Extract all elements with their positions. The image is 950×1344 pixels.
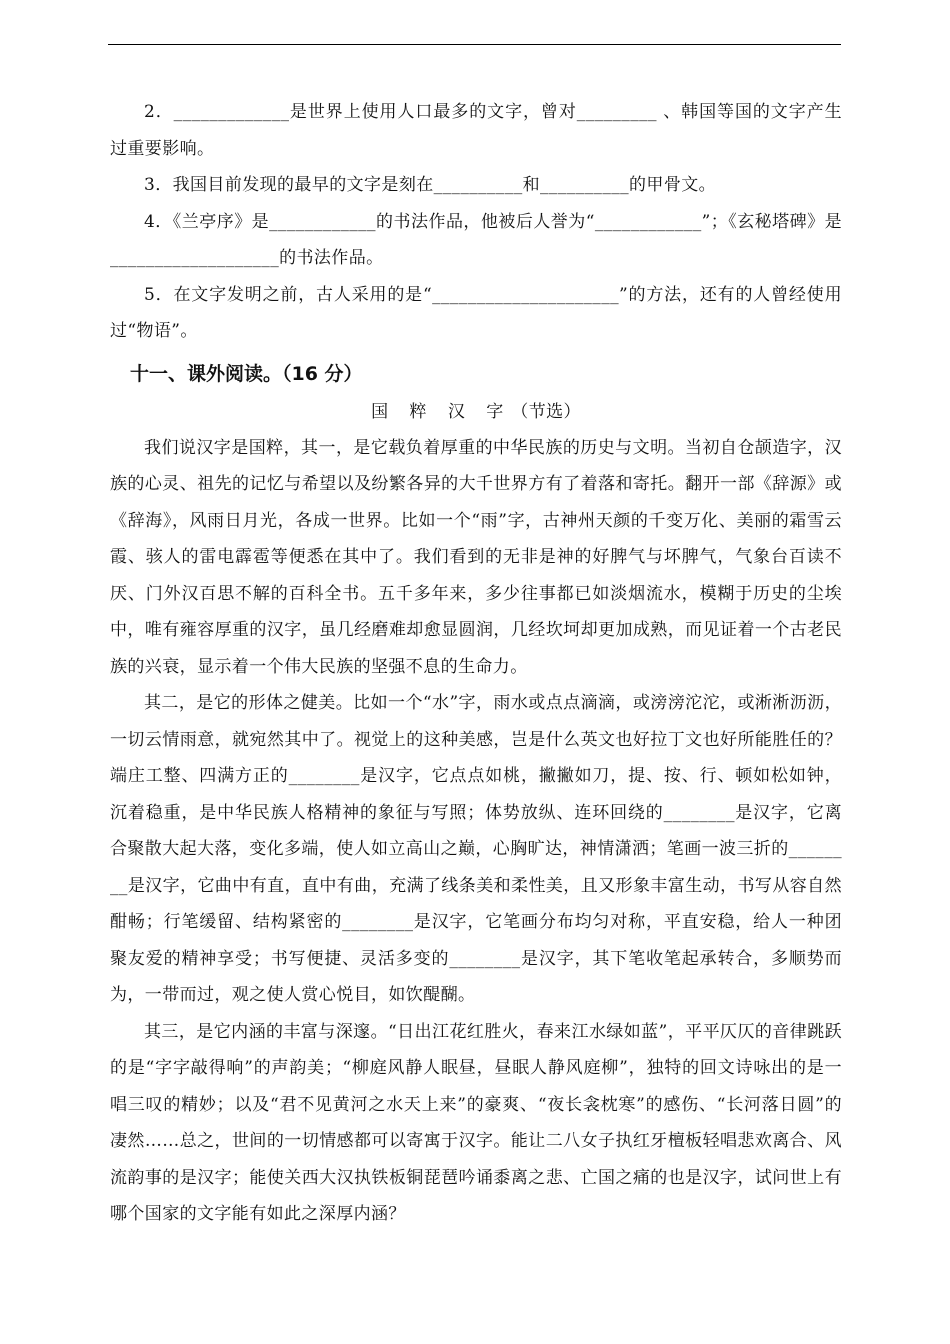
question-4: 4．《兰亭序》是____________的书法作品，他被后人誉为“____________”；《玄秘塔碑》是___________________的书法作品。 [110, 211, 842, 268]
question-3: 3．我国目前发现的最早的文字是刻在__________和__________的甲骨文。 [144, 175, 717, 195]
article-title [110, 394, 842, 430]
article-paragraph-2: 其二，是它的形体之健美。比如一个“水”字，雨水或点点滴滴，或滂滂沱沱，或淅淅沥沥，一切云情雨意，就宛然其中了。视觉上的这种美感，岂是什么英文也好拉丁文也好所能胜任的？端庄工整、四满方正的________是汉字，它点点如桃，撇撇如刀，提、按、行、顿如松如钟，沉着稳重，是中华民族人格精神的象征与写照；体势放纵、连环回绕的________是汉字，它离合聚散大起大落，变化多端，使人如立高山之巅，心胸旷达，神情潇洒；笔画一波三折的________是汉字，它曲中有直，直中有曲，充满了线条美和柔性美，且又形象丰富生动，书写从容自然酣畅；行笔缓留、结构紧密的________是汉字，它笔画分布均匀对称，平直安稳，给人一种团聚友爱的精神享受；书写便捷、灵活多变的________是汉字，其下笔收笔起承转合，多顺势而为，一带而过，观之使人赏心悦目，如饮醍醐。 [110, 693, 842, 1005]
article-title-main: 国 粹 汉 字 [371, 401, 512, 422]
article-paragraph-1: 我们说汉字是国粹，其一，是它载负着厚重的中华民族的历史与文明。当初自仓颉造字，汉族的心灵、祖先的记忆与希望以及纷繁各异的大千世界方有了着落和寄托。翻开一部《辞源》或《辞海》，风雨日月光，各成一世界。比如一个“雨”字，古神州天颜的千变万化、美丽的霜雪云霞、骇人的雷电霹雹等便悉在其中了。我们看到的无非是神的好脾气与坏脾气，气象台百读不厌、门外汉百思不解的百科全书。五千多年来，多少往事都已如淡烟流水，模糊于历史的尘埃中，唯有雍容厚重的汉字，虽几经磨难却愈显圆润，几经坎坷却更加成熟，而见证着一个古老民族的兴衰，显示着一个伟大民族的坚强不息的生命力。 [110, 437, 842, 677]
article-paragraph-3: 其三，是它内涵的丰富与深邃。“日出江花红胜火，春来江水绿如蓝”，平平仄仄的音律跳跃的是“字字敲得响”的声韵美；“柳庭风静人眠昼，昼眠人静风庭柳”，独特的回文诗咏出的是一唱三叹的精妙；以及“君不见黄河之水天上来”的豪爽、“夜长衾枕寒”的感伤、“长河落日圆”的凄然……总之，世间的一切情感都可以寄寓于汉字。能让二八女子执红牙檀板轻唱悲欢离合、风流韵事的是汉字；能使关西大汉执铁板铜琵琶吟诵黍离之悲、亡国之痛的也是汉字，试问世上有哪个国家的文字能有如此之深厚内涵？ [110, 1021, 842, 1224]
question-2: 2．_____________是世界上使用人口最多的文字，曾对_________ 、韩国等国的文字产生过重要影响。 [110, 102, 842, 159]
page-content [110, 94, 842, 1233]
section-heading: 十一、课外阅读。（16 分） [130, 362, 363, 385]
header-rule [108, 44, 841, 45]
question-5: 5．在文字发明之前，古人采用的是“_____________________”的方法，还有的人曾经使用过“物语”。 [110, 284, 842, 341]
article-title-subtitle: （节选） [511, 401, 581, 422]
